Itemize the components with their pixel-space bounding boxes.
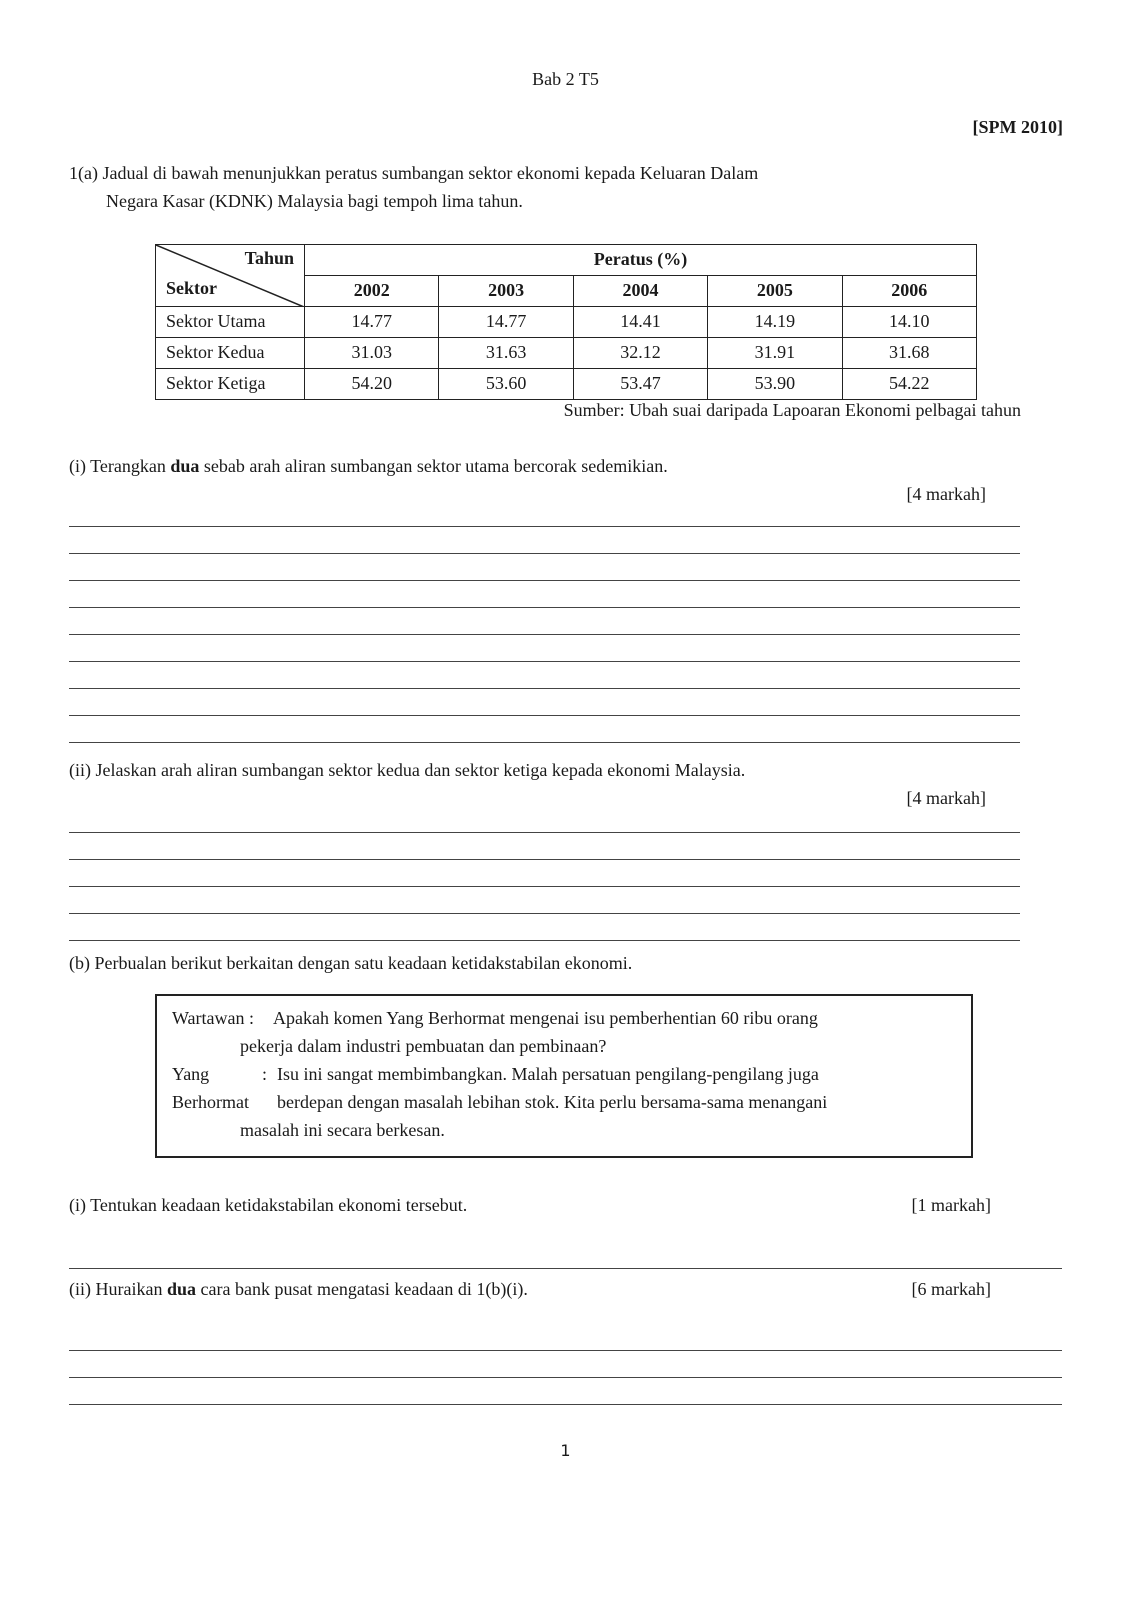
table-cell: 14.19: [708, 307, 842, 338]
group-header-percent: Peratus (%): [305, 245, 977, 276]
dialog-speaker-reporter: Wartawan :: [172, 1008, 255, 1028]
year-header: 2004: [573, 276, 707, 307]
answer-line[interactable]: [69, 580, 1020, 581]
answer-line[interactable]: [69, 1268, 1062, 1269]
question-number: 1(a): [69, 163, 98, 183]
table-cell: 31.03: [305, 338, 439, 369]
table-source: Sumber: Ubah suai daripada Lapoaran Ekonomi pelbagai tahun: [563, 400, 1021, 420]
exam-tag: [SPM 2010]: [972, 117, 1063, 137]
dialog-box: [155, 994, 973, 1158]
table-cell: 31.68: [842, 338, 976, 369]
dialog-line: Isu ini sangat membimbangkan. Malah persatuan pengilang-pengilang juga: [277, 1064, 819, 1084]
dialog-line: berdepan dengan masalah lebihan stok. Kita perlu bersama-sama menangani: [277, 1092, 828, 1112]
marks-a-ii: [4 markah]: [906, 788, 986, 808]
table-cell: 14.41: [573, 307, 707, 338]
corner-label-year: Tahun: [244, 248, 294, 268]
question-text-line2: Negara Kasar (KDNK) Malaysia bagi tempoh lima tahun.: [106, 190, 523, 211]
year-header: 2006: [842, 276, 976, 307]
table-cell: 14.77: [305, 307, 439, 338]
answer-line[interactable]: [69, 742, 1020, 743]
question-a-ii: (ii) Jelaskan arah aliran sumbangan sektor kedua dan sektor ketiga kepada ekonomi Malaysia.: [69, 760, 746, 780]
answer-line[interactable]: [69, 553, 1020, 554]
question-b: (b) Perbualan berikut berkaitan dengan satu keadaan ketidakstabilan ekonomi.: [69, 953, 633, 973]
question-text-line1: Jadual di bawah menunjukkan peratus sumbangan sektor ekonomi kepada Keluaran Dalam: [102, 163, 759, 183]
table-cell: 53.60: [439, 369, 573, 400]
year-header: 2002: [305, 276, 439, 307]
marks-a-i: [4 markah]: [906, 484, 986, 504]
marks-b-ii: [6 markah]: [911, 1279, 991, 1299]
dialog-line: Apakah komen Yang Berhormat mengenai isu pemberhentian 60 ribu orang: [273, 1008, 818, 1028]
table-cell: 53.90: [708, 369, 842, 400]
question-b-i: (i) Tentukan keadaan ketidakstabilan ekonomi tersebut.: [69, 1195, 468, 1215]
answer-line[interactable]: [69, 607, 1020, 608]
table-cell: 14.10: [842, 307, 976, 338]
page-number: 1: [560, 1441, 571, 1460]
table-cell: 54.22: [842, 369, 976, 400]
table-corner-cell: [156, 245, 305, 307]
sector-label: Sektor Utama: [156, 307, 305, 338]
answer-line[interactable]: [69, 1350, 1062, 1351]
question-a-i-pre: (i) Terangkan: [69, 456, 171, 476]
question-a-i-bold: dua: [170, 456, 200, 476]
sector-label: Sektor Kedua: [156, 338, 305, 369]
table-cell: 31.91: [708, 338, 842, 369]
table-cell: 31.63: [439, 338, 573, 369]
answer-line[interactable]: [69, 913, 1020, 914]
answer-line[interactable]: [69, 1404, 1062, 1405]
table-cell: 32.12: [573, 338, 707, 369]
question-1a: [69, 163, 909, 212]
answer-line[interactable]: [69, 940, 1020, 941]
table-header-row: [156, 245, 977, 276]
answer-line[interactable]: [69, 634, 1020, 635]
question-a-i-post: sebab arah aliran sumbangan sektor utama bercorak sedemikian.: [199, 456, 668, 476]
answer-line[interactable]: [69, 886, 1020, 887]
marks-b-i: [1 markah]: [911, 1195, 991, 1215]
answer-line[interactable]: [69, 715, 1020, 716]
table-row: [156, 307, 977, 338]
table-cell: 53.47: [573, 369, 707, 400]
answer-line[interactable]: [69, 688, 1020, 689]
dialog-speaker-mp-2: Berhormat: [172, 1092, 249, 1112]
answer-line[interactable]: [69, 832, 1020, 833]
dialog-line: pekerja dalam industri pembuatan dan pembinaan?: [240, 1036, 607, 1056]
dialog-colon: :: [262, 1064, 268, 1084]
question-b-ii-post: cara bank pusat mengatasi keadaan di 1(b)(i).: [196, 1279, 528, 1299]
dialog-speaker-mp: Yang: [172, 1064, 210, 1084]
chapter-title: Bab 2 T5: [532, 69, 599, 89]
gdp-contribution-table: [155, 244, 977, 400]
sector-label: Sektor Ketiga: [156, 369, 305, 400]
answer-line[interactable]: [69, 661, 1020, 662]
table-cell: 54.20: [305, 369, 439, 400]
year-header: 2003: [439, 276, 573, 307]
answer-line[interactable]: [69, 1377, 1062, 1378]
question-b-ii-pre: (ii) Huraikan: [69, 1279, 167, 1299]
question-a-i: [69, 456, 668, 478]
dialog-line: masalah ini secara berkesan.: [240, 1120, 445, 1140]
answer-line[interactable]: [69, 859, 1020, 860]
table-cell: 14.77: [439, 307, 573, 338]
answer-line[interactable]: [69, 526, 1020, 527]
table-row: [156, 338, 977, 369]
corner-label-sector: Sektor: [166, 278, 217, 299]
question-b-ii: [69, 1279, 528, 1301]
table-row: [156, 369, 977, 400]
year-header: 2005: [708, 276, 842, 307]
question-b-ii-bold: dua: [166, 1279, 196, 1299]
